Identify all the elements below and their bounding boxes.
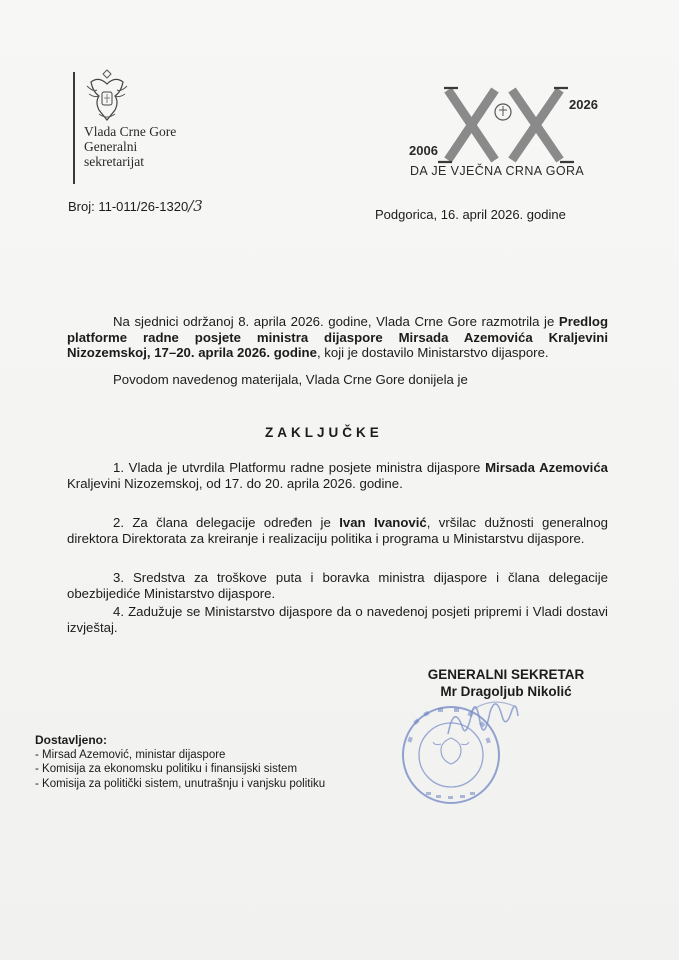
institution-name	[84, 124, 176, 169]
institution-line-2: Generalni	[84, 139, 138, 154]
reference-number	[68, 197, 203, 215]
intro-subject: Predlog platforme radne posjete ministra dijaspore Mirsada Azemovića Kraljevini Nizozemskoj, 17–20. aprila 2026. godine	[67, 314, 608, 360]
distribution-item: - Mirsad Azemović, ministar dijaspore	[35, 748, 226, 761]
conclusion-item	[67, 460, 608, 491]
conclusion-text: 1. Vlada je utvrdila Platformu radne posjete ministra dijaspore	[113, 460, 486, 475]
conclusion-bold: Mirsada Azemovića	[485, 460, 608, 475]
conclusion-item	[67, 570, 608, 601]
intro-second-text: Povodom navedenog materijala, Vlada Crne Gore donijela je	[113, 372, 468, 387]
intro-paragraph	[67, 314, 608, 361]
conclusion-text: 2. Za člana delegacije određen je	[113, 515, 340, 530]
conclusion-text: 4. Zadužuje se Ministarstvo dijaspore da o navedenoj posjeti pripremi i Vladi dostavi izvještaj.	[67, 604, 608, 635]
distribution-item: - Komisija za ekonomsku politiku i finansijski sistem	[35, 763, 298, 775]
reference-number-printed: Broj: 11-011/26-1320	[68, 199, 189, 214]
institution-line-1: Vlada Crne Gore	[84, 124, 177, 139]
signatory-name: Mr Dragoljub Nikolić	[440, 684, 572, 699]
logo-tagline: DA JE VJEČNA CRNA GORA	[410, 164, 585, 178]
distribution-title: Dostavljeno:	[35, 733, 108, 747]
conclusion-text: 3. Sredstva za troškove puta i boravka ministra dijaspore i člana delegacije obezbijediće Ministarstvo dijaspore.	[67, 570, 608, 601]
reference-number-handwritten: /3	[188, 197, 203, 215]
conclusion-text-end: , vršilac dužnosti generalnog direktora Direktorata za kreiranje i realizaciju politika i programa u Ministarstvu dijaspore.	[67, 515, 609, 546]
handwritten-signature	[440, 694, 540, 754]
signatory-title: GENERALNI SEKRETAR	[427, 667, 585, 682]
coat-of-arms-icon	[85, 68, 129, 124]
logo-year-end: 2026	[569, 97, 598, 112]
logo-year-start: 2006	[409, 143, 438, 158]
intro-second-paragraph	[67, 372, 608, 388]
conclusions-heading: ZAKLJUČKE	[265, 425, 383, 440]
intro-text-1: Na sjednici održanoj 8. aprila 2026. godine, Vlada Crne Gore razmotrila je	[113, 314, 559, 329]
place-and-date: Podgorica, 16. april 2026. godine	[375, 207, 566, 222]
conclusion-item	[67, 515, 608, 546]
header-divider	[73, 72, 75, 184]
intro-text-2: , koji je dostavilo Ministarstvo dijaspore.	[316, 345, 549, 360]
conclusion-text-end: Kraljevini Nizozemskoj, od 17. do 20. aprila 2026. godine.	[67, 475, 403, 491]
conclusion-item	[67, 604, 608, 635]
distribution-item: - Komisija za politički sistem, unutrašnju i vanjsku politiku	[35, 777, 326, 790]
distribution-list	[35, 733, 325, 791]
institution-line-3: sekretarijat	[84, 154, 144, 169]
conclusion-bold: Ivan Ivanović	[339, 515, 427, 530]
